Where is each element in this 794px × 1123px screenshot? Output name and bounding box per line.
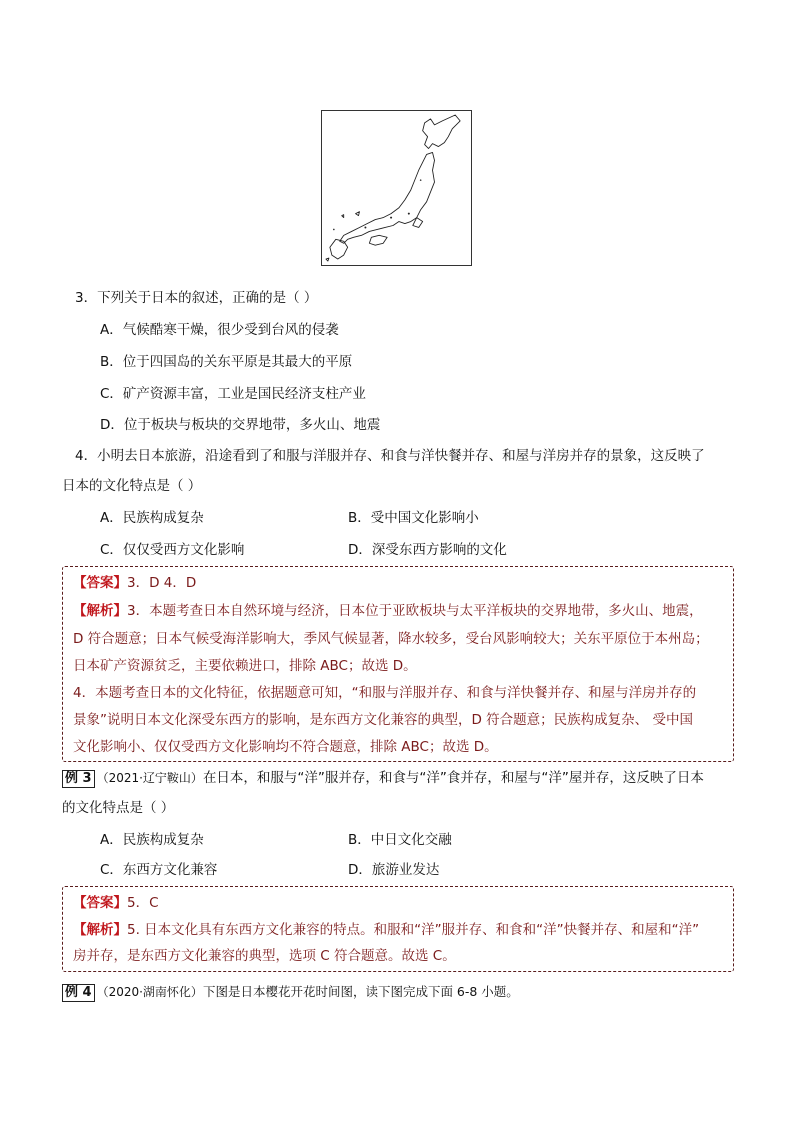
q4-option-d: D．深受东西方影响的文化 xyxy=(348,542,507,558)
answer-label-2: 【答案】 xyxy=(73,895,127,911)
ex4-text: 下图是日本樱花开花时间图，读下图完成下面 6-8 小题。 xyxy=(202,984,519,999)
answer-text: 3．D 4．D xyxy=(127,575,197,591)
answer-text-2: 5．C xyxy=(127,895,159,911)
q3-stem: 3．下列关于日本的叙述，正确的是（ ） xyxy=(75,290,318,306)
q4-option-c: C．仅仅受西方文化影响 xyxy=(100,542,245,558)
ex3-source: （2021·辽宁鞍山） xyxy=(96,771,203,785)
q4-option-a: A．民族构成复杂 xyxy=(100,510,204,526)
ex3-option-c: C．东西方文化兼容 xyxy=(100,862,218,878)
analysis-line-2: D 符合题意；日本气候受海洋影响大，季风气候显著，降水较多，受台风影响较大；关东平原位于本州岛； xyxy=(73,631,709,647)
answer-line xyxy=(73,573,196,593)
ex3-stem-text: 在日本，和服与“洋”服并存，和食与“洋”食并存，和屋与“洋”屋并存，这反映了日本 xyxy=(202,770,704,786)
analysis-line-3: 日本矿产资源贫乏，主要依赖进口，排除 ABC；故选 D。 xyxy=(73,658,417,674)
analysis-line-6: 文化影响小、仅仅受西方文化影响均不符合题意，排除 ABC；故选 D。 xyxy=(73,739,498,755)
analysis-line-1 xyxy=(73,601,703,621)
analysis-line-5: 景象”说明日本文化深受东西方的影响，是东西方文化兼容的典型，D 符合题意；民族构成复杂、 受中国 xyxy=(73,712,693,728)
ex4-line xyxy=(62,982,519,1002)
ex3-option-a: A．民族构成复杂 xyxy=(100,832,204,848)
q4-stem-line1: 4．小明去日本旅游，沿途看到了和服与洋服并存、和食与洋快餐并存、和屋与洋房并存的景象，这反映了 xyxy=(75,448,705,464)
q3-option-b: B．位于四国岛的关东平原是其最大的平原 xyxy=(100,354,353,370)
ex4-source: （2020·湖南怀化） xyxy=(96,985,203,999)
analysis-line-4: 4．本题考查日本的文化特征，依据题意可知，“和服与洋服并存、和食与洋快餐并存、和屋与洋房并存的 xyxy=(73,685,697,701)
answer-box-2 xyxy=(62,886,734,972)
japan-outline-icon xyxy=(322,111,471,265)
analysis-text-1: 3．本题考查日本自然环境与经济，日本位于亚欧板块与太平洋板块的交界地带，多火山、地震， xyxy=(127,603,703,619)
ex3-option-d: D．旅游业发达 xyxy=(348,862,440,878)
answer-box-1 xyxy=(62,566,734,762)
ex3-label: 例 3 xyxy=(62,770,95,788)
q4-option-b: B．受中国文化影响小 xyxy=(348,510,479,526)
analysis-text-2-1: 5. 日本文化具有东西方文化兼容的特点。和服和“洋”服并存、和食和“洋”快餐并存、和屋和“洋” xyxy=(127,922,700,938)
japan-map xyxy=(321,110,472,266)
q3-option-c: C．矿产资源丰富，工业是国民经济支柱产业 xyxy=(100,386,366,402)
analysis-line-2-1 xyxy=(73,920,699,940)
analysis-label: 【解析】 xyxy=(73,603,127,619)
ex4-label: 例 4 xyxy=(62,984,95,1002)
q4-stem-line2: 日本的文化特点是（ ） xyxy=(62,478,202,494)
q3-option-a: A．气候酷寒干燥，很少受到台风的侵袭 xyxy=(100,322,339,338)
ex3-stem-line2: 的文化特点是（ ） xyxy=(62,800,175,816)
analysis-label-2: 【解析】 xyxy=(73,922,127,938)
answer-label: 【答案】 xyxy=(73,575,127,591)
ex3-option-b: B．中日文化交融 xyxy=(348,832,452,848)
q3-option-d: D．位于板块与板块的交界地带，多火山、地震 xyxy=(100,417,381,433)
answer-line-2 xyxy=(73,893,159,913)
ex3-stem-line1 xyxy=(62,768,704,788)
analysis-line-2-2: 房并存，是东西方文化兼容的典型，选项 C 符合题意。故选 C。 xyxy=(73,948,456,964)
